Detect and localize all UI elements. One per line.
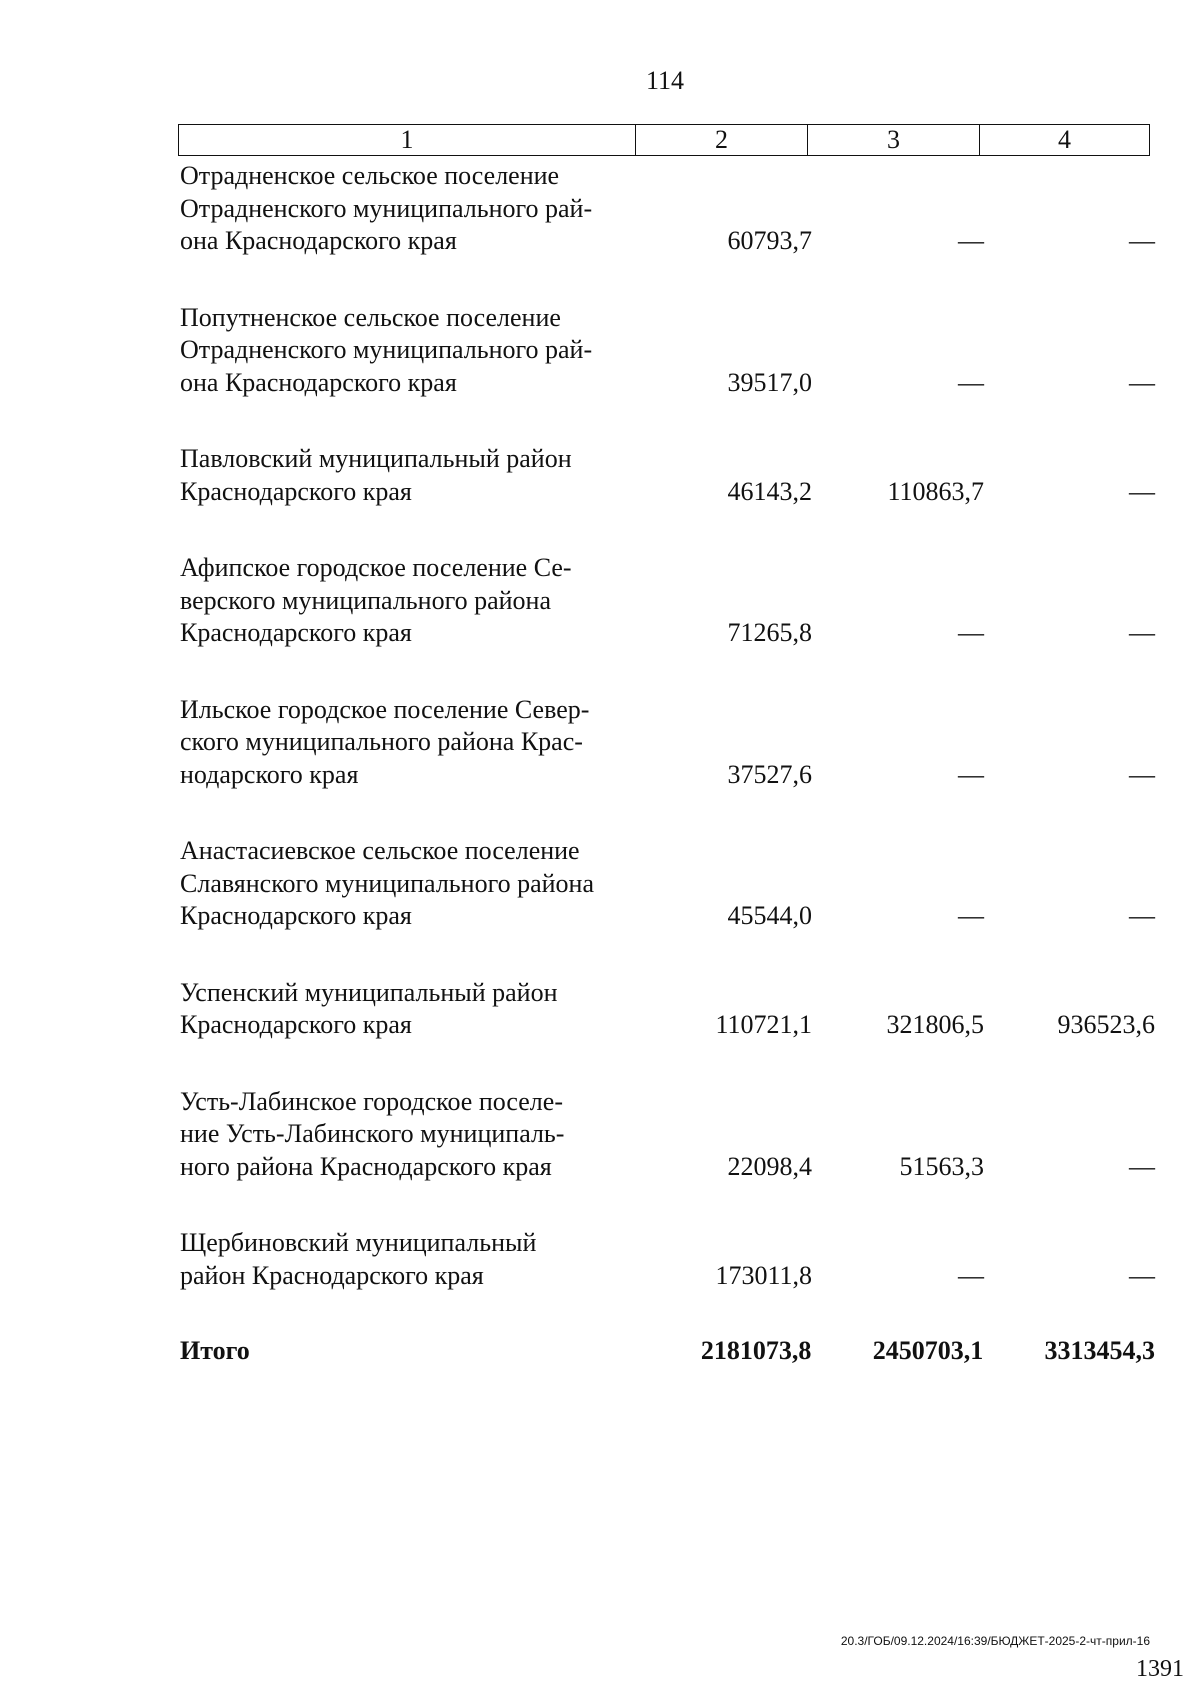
table-row	[180, 160, 1155, 258]
row-name-line: ского муниципального района Крас-	[180, 727, 583, 756]
table-header	[178, 124, 1150, 156]
row-name	[180, 160, 640, 258]
row-value-col-3: —	[958, 618, 984, 647]
row-name-line: Отрадненского муниципального рай-	[180, 193, 593, 223]
row-value-col-4: —	[1129, 901, 1155, 930]
header-col-1: 1	[179, 125, 636, 155]
header-col-3: 3	[808, 125, 980, 155]
row-value-col-2: 22098,4	[727, 1151, 812, 1181]
document-page-number: 1391	[1136, 1656, 1184, 1682]
row-value-col-2: 110721,1	[715, 1010, 812, 1039]
row-value-col-3: 110863,7	[887, 476, 984, 506]
row-name	[180, 977, 640, 1042]
row-value-col-2: 39517,0	[727, 367, 812, 397]
row-value-col-3: —	[958, 367, 984, 397]
total-value-col3: 2450703,1	[872, 1336, 984, 1365]
row-value-col-2: 173011,8	[715, 1260, 812, 1290]
row-name-line: Краснодарского края	[180, 901, 412, 930]
row-value-col-3: 51563,3	[899, 1151, 984, 1181]
row-name-line: Отрадненское сельское поселение	[180, 161, 560, 190]
table-row	[180, 835, 1155, 933]
table-row	[180, 694, 1155, 792]
row-name-line: Афипское городское поселение Се-	[180, 553, 572, 582]
row-value-col-3: —	[958, 226, 984, 255]
row-value-col-4: 936523,6	[1057, 1010, 1155, 1039]
row-name-line: Ильское городское поселение Север-	[180, 694, 590, 724]
row-value-col-4: —	[1129, 1151, 1155, 1181]
table-row	[180, 1227, 1155, 1292]
header-col-2: 2	[636, 125, 808, 155]
table-row	[180, 302, 1155, 400]
row-name-line: ние Усть-Лабинского муниципаль-	[180, 1119, 565, 1148]
total-label: Итого	[180, 1336, 250, 1365]
row-name	[180, 302, 640, 400]
row-value-col-2: 46143,2	[727, 476, 812, 506]
row-name-line: Краснодарского края	[180, 476, 412, 506]
page-number: 114	[645, 66, 685, 95]
row-value-col-4: —	[1129, 618, 1155, 647]
row-value-col-4: —	[1129, 367, 1155, 397]
total-value-col2: 2181073,8	[700, 1336, 812, 1365]
row-value-col-4: —	[1129, 226, 1155, 255]
row-value-col-2: 45544,0	[727, 901, 812, 930]
row-value-col-2: 71265,8	[727, 618, 812, 647]
row-name-line: Успенский муниципальный район	[180, 977, 558, 1007]
row-name	[180, 835, 640, 933]
table-row	[180, 443, 1155, 508]
row-value-col-3: 321806,5	[886, 1010, 984, 1039]
row-value-col-4: —	[1129, 759, 1155, 789]
row-name-line: Павловский муниципальный район	[180, 444, 572, 473]
row-name-line: Усть-Лабинское городское поселе-	[180, 1086, 563, 1116]
table-body	[180, 160, 1155, 1366]
header-col-4: 4	[1058, 125, 1071, 154]
row-value-col-2: 37527,6	[727, 759, 812, 789]
row-name	[180, 694, 640, 792]
document-code: 20.3/ГОБ/09.12.2024/16:39/БЮДЖЕТ-2025-2-чт-прил-16	[840, 1634, 1150, 1648]
row-name-line: Славянского муниципального района	[180, 868, 594, 898]
table-row	[180, 977, 1155, 1042]
row-value-col-4: —	[1129, 476, 1155, 506]
table-row	[180, 1086, 1155, 1184]
row-value-col-4: —	[1129, 1260, 1155, 1290]
row-name-line: Краснодарского края	[180, 1010, 412, 1039]
row-name-line: Краснодарского края	[180, 618, 412, 647]
row-value-col-3: —	[958, 759, 984, 789]
row-name-line: нодарского края	[180, 759, 359, 789]
row-name	[180, 443, 640, 508]
row-name-line: верского муниципального района	[180, 585, 551, 615]
row-name-line: она Краснодарского края	[180, 226, 457, 255]
row-name-line: ного района Краснодарского края	[180, 1151, 552, 1181]
row-value-col-3: —	[958, 901, 984, 930]
row-name-line: Отрадненского муниципального рай-	[180, 335, 593, 364]
row-name-line: Анастасиевское сельское поселение	[180, 836, 580, 865]
row-name	[180, 1086, 640, 1184]
row-name-line: Попутненское сельское поселение	[180, 302, 561, 332]
total-row	[180, 1336, 1155, 1366]
row-name-line: она Краснодарского края	[180, 367, 457, 397]
row-name-line: район Краснодарского края	[180, 1260, 484, 1290]
total-value-col4: 3313454,3	[1044, 1336, 1156, 1365]
row-name	[180, 1227, 640, 1292]
row-name-line: Щербиновский муниципальный	[180, 1228, 537, 1257]
table-row	[180, 552, 1155, 650]
row-name	[180, 552, 640, 650]
row-value-col-2: 60793,7	[727, 226, 812, 255]
row-value-col-3: —	[958, 1260, 984, 1290]
